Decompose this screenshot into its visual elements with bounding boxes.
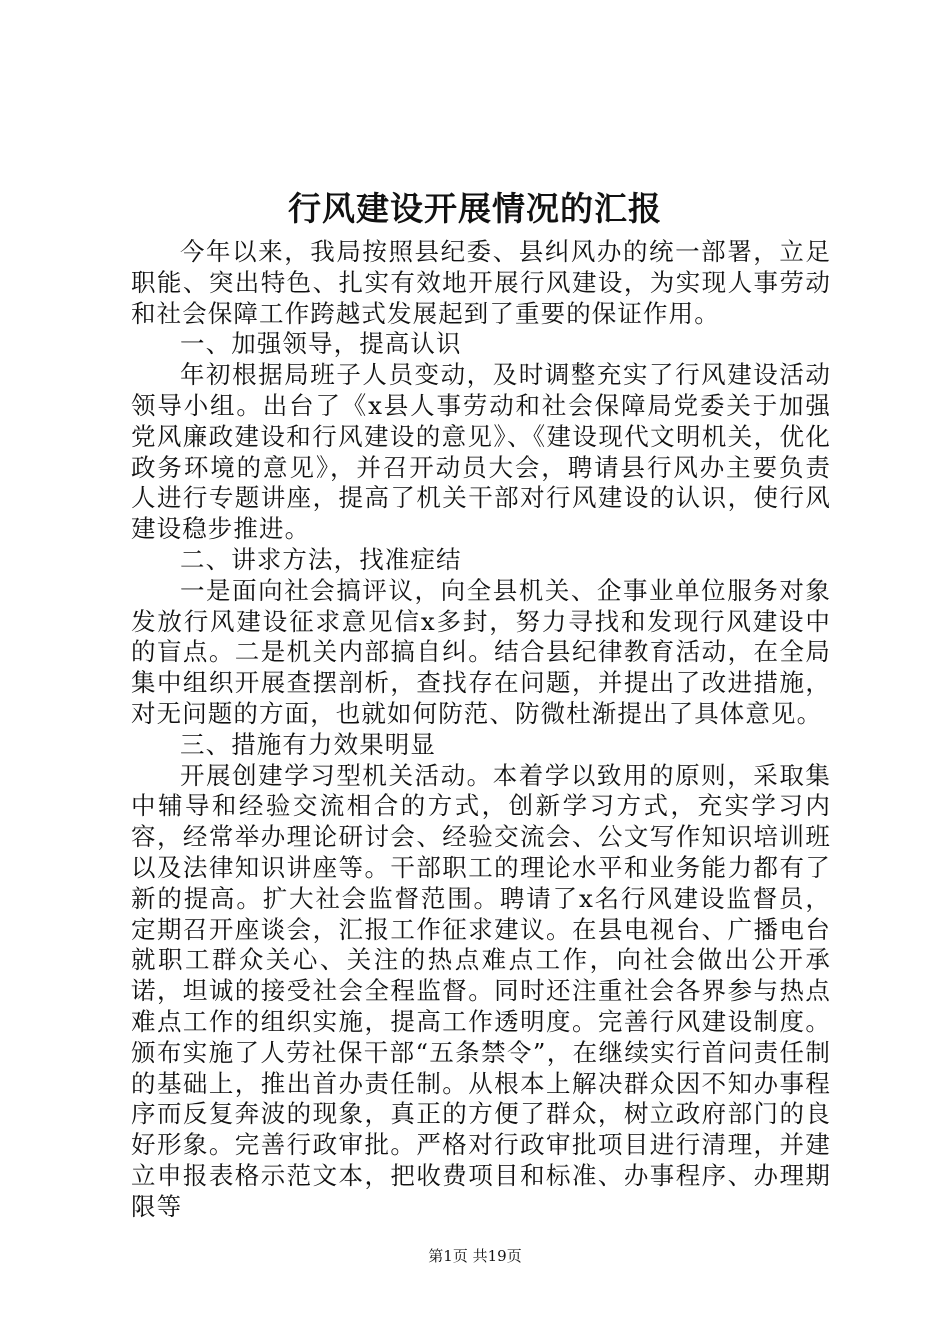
section-2-paragraph: 一是面向社会搞评议，向全县机关、企事业单位服务对象发放行风建设征求意见信x多封，努力寻找和发现行风建设中的盲点。二是机关内部搞自纠。结合县纪律教育活动，在全局集中组织开展查摆剖析，查找存在问题，并提出了改进措施，对无问题的方面，也就如何防范、防微杜渐提出了具体意见。: [131, 575, 831, 728]
section-heading-2: 二、讲求方法，找准症结: [180, 544, 462, 574]
section-1-paragraph: 年初根据局班子人员变动，及时调整充实了行风建设活动领导小组。出台了《x县人事劳动和社会保障局党委关于加强党风廉政建设和行风建设的意见》、《建设现代文明机关，优化政务环境的意见》，并召开动员大会，聘请县行风办主要负责人进行专题讲座，提高了机关干部对行风建设的认识，使行风建设稳步推进。: [131, 360, 831, 544]
document-body: [131, 237, 831, 1223]
section-heading-1: 一、加强领导，提高认识: [180, 329, 462, 359]
section-3-paragraph: 开展创建学习型机关活动。本着学以致用的原则，采取集中辅导和经验交流相合的方式，创新学习方式，充实学习内容，经常举办理论研讨会、经验交流会、公文写作知识培训班以及法律知识讲座等。干部职工的理论水平和业务能力都有了新的提高。扩大社会监督范围。聘请了x名行风建设监督员，定期召开座谈会，汇报工作征求建议。在县电视台、广播电台就职工群众关心、关注的热点难点工作，向社会做出公开承诺，坦诚的接受社会全程监督。同时还注重社会各界参与热点难点工作的组织实施，提高工作透明度。完善行风建设制度。颁布实施了人劳社保干部“五条禁令”，在继续实行首问责任制的基础上，推出首办责任制。从根本上解决群众因不知办事程序而反复奔波的现象，真正的方便了群众，树立政府部门的良好形象。完善行政审批。严格对行政审批项目进行清理，并建立申报表格示范文本，把收费项目和标准、办事程序、办理期限等: [131, 760, 831, 1221]
section-heading-3: 三、措施有力效果明显: [180, 729, 436, 759]
document-title: 行风建设开展情况的汇报: [288, 189, 662, 228]
page-total: 共19页: [472, 1247, 522, 1265]
page-footer: [0, 1245, 950, 1267]
intro-paragraph: 今年以来，我局按照县纪委、县纠风办的统一部署，立足职能、突出特色、扎实有效地开展行风建设，为实现人事劳动和社会保障工作跨越式发展起到了重要的保证作用。: [131, 237, 831, 328]
page-number: 第1页: [428, 1247, 468, 1265]
